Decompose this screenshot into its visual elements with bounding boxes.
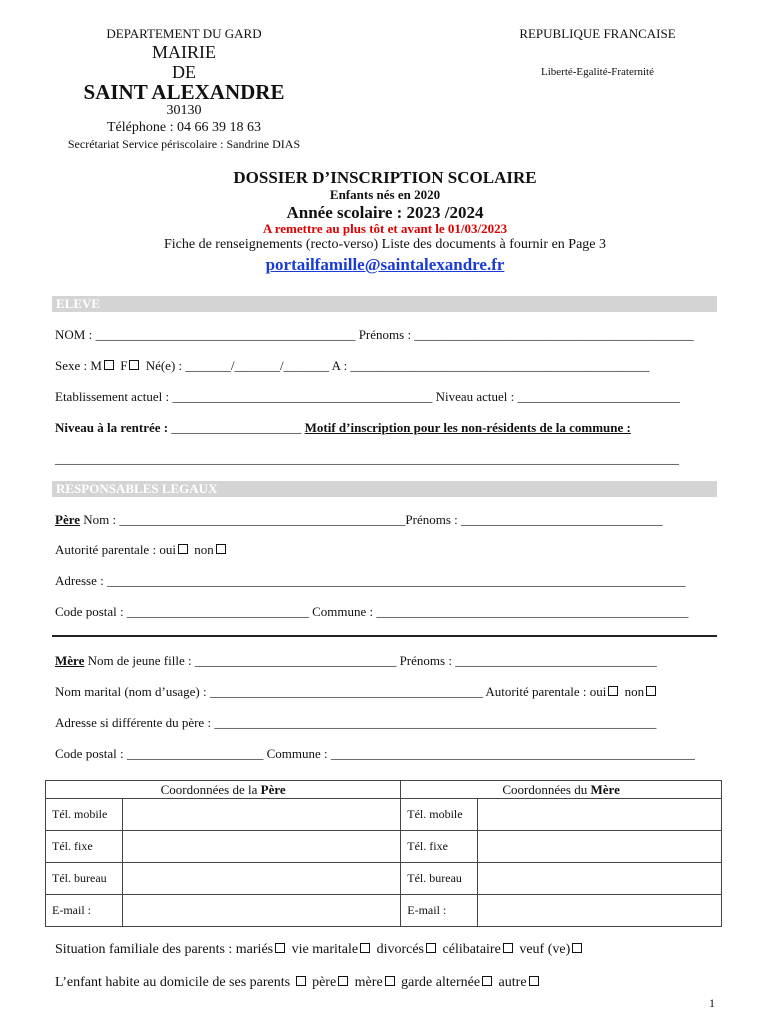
mere-tel-mobile-cell[interactable] [478,799,722,831]
table-row [46,895,722,927]
pere-tel-bureau-cell[interactable] [123,863,401,895]
autre-label: autre [498,975,527,990]
mere-domicile-label: mère [354,975,383,990]
mere-nom-line[interactable] [55,653,657,669]
contact-email-link[interactable]: portailfamille@saintalexandre.fr [265,255,505,274]
checkbox-mere-autorite-oui[interactable] [608,686,618,696]
pere-adresse-line[interactable]: Adresse : _________________________________________________________________________________________ [55,573,686,588]
veuf-label: veuf (ve) [519,942,571,957]
pere-tel-mobile-cell[interactable] [123,799,401,831]
checkbox-veuf[interactable] [572,943,582,953]
page-number: 1 [709,996,715,1010]
nom-field-line[interactable]: NOM : ________________________________________ Prénoms : ___________________________________________ [55,327,694,342]
pere-domicile-label: père [312,975,337,990]
non-label-mere: non [624,684,645,699]
mairie-label: MAIRIE [152,42,216,62]
table-row [46,863,722,895]
checkbox-autre[interactable] [529,976,539,986]
mere-label: Mère [55,653,85,668]
vie-maritale-label: vie maritale [291,942,359,957]
etablissement-field-line[interactable]: Etablissement actuel : ________________________________________ Niveau actuel : _________________________ [55,389,681,404]
motif-blank-line[interactable]: ________________________________________________________________________________________________ [55,451,679,466]
pere-row-label: Tél. fixe [46,831,123,863]
motto-label: Liberté-Egalité-Fraternité [541,66,654,78]
pere-coords-bold: Père [260,781,286,797]
mere-marital-line[interactable] [55,684,659,700]
sexe-field-line[interactable] [55,358,649,374]
phone-number: Téléphone : 04 66 39 18 63 [107,120,261,135]
nom-marital-field[interactable]: Nom marital (nom d’usage) : __________________________________________ Autorité parentale : oui [55,684,607,699]
niveau-rentree-blank[interactable]: ____________________ [168,420,305,435]
garde-alternee-label: garde alternée [401,975,481,990]
domicile-line[interactable] [55,975,542,991]
mere-row-label: Tél. fixe [401,831,478,863]
mere-coords-bold: Mère [590,781,620,797]
pere-cp-line[interactable]: Code postal : ____________________________ Commune : ________________________________________________ [55,604,689,619]
domicile-label: L’enfant habite au domicile de ses parents [55,975,291,990]
pere-coords-header [46,781,401,799]
mere-nom-field[interactable]: Nom de jeune fille : _______________________________ Prénoms : _______________________________ [84,653,657,668]
mere-coords-header [401,781,722,799]
checkbox-pere-autorite-non[interactable] [216,544,226,554]
mere-row-label: E-mail : [401,895,478,927]
pere-email-cell[interactable] [123,895,401,927]
sexe-f-label: F [120,358,128,373]
checkbox-domicile-mere[interactable] [385,976,395,986]
pere-row-label: Tél. bureau [46,863,123,895]
situation-familiale-line[interactable] [55,942,585,958]
document-title: DOSSIER D’INSCRIPTION SCOLAIRE [233,168,537,187]
fiche-description: Fiche de renseignements (recto-verso) Liste des documents à fournir en Page 3 [163,237,607,252]
pere-nom-field[interactable]: Nom : ____________________________________________Prénoms : _______________________________ [80,512,663,527]
mere-row-label: Tél. bureau [401,863,478,895]
mere-coords-prefix: Coordonnées du [502,781,591,797]
table-header-row [46,781,722,799]
deadline-notice: A remettre au plus tôt et avant le 01/03/2023 [262,221,508,236]
coordinates-table [45,780,722,927]
checkbox-mere-autorite-non[interactable] [646,686,656,696]
divorces-label: divorcés [376,942,425,957]
pere-coords-prefix: Coordonnées de la [160,781,261,797]
pere-row-label: Tél. mobile [46,799,123,831]
checkbox-domicile-pere[interactable] [338,976,348,986]
birth-place-line: Né(e) : _______/_______/_______ A : ______________________________________________ [145,358,650,373]
non-label: non [194,542,214,557]
children-year-label: Enfants nés en 2020 [329,187,441,202]
checkbox-domicile-parents[interactable] [296,976,306,986]
republic-label: REPUBLIQUE FRANCAISE [519,26,676,41]
secretariat-label: Secrétariat Service périscolaire : Sandrine DIAS [67,137,301,151]
mere-adresse-line[interactable]: Adresse si différente du père : ____________________________________________________________________ [55,715,657,730]
checkbox-divorces[interactable] [426,943,436,953]
situation-label: Situation familiale des parents : mariés [55,942,274,957]
niveau-rentree-line[interactable] [55,420,631,436]
mere-email-cell[interactable] [478,895,722,927]
mere-tel-fixe-cell[interactable] [478,831,722,863]
town-name: SAINT ALEXANDRE [83,80,285,104]
checkbox-vie-maritale[interactable] [360,943,370,953]
checkbox-celibataire[interactable] [503,943,513,953]
section-responsables: RESPONSABLES LEGAUX [52,481,717,497]
separator-line [52,635,717,637]
checkbox-garde-alternee[interactable] [482,976,492,986]
checkbox-male[interactable] [104,360,114,370]
celibataire-label: célibataire [442,942,501,957]
autorite-label: Autorité parentale : oui [55,542,176,557]
department-label: DEPARTEMENT DU GARD [106,26,262,41]
pere-label: Père [55,512,81,527]
checkbox-pere-autorite-oui[interactable] [178,544,188,554]
school-year: Année scolaire : 2023 /2024 [286,203,484,222]
pere-row-label: E-mail : [46,895,123,927]
sexe-label: Sexe : M [55,358,102,373]
table-row [46,799,722,831]
pere-tel-fixe-cell[interactable] [123,831,401,863]
checkbox-female[interactable] [129,360,139,370]
section-eleve: ELEVE [52,296,717,312]
pere-autorite-line[interactable] [55,542,229,558]
mere-cp-line[interactable]: Code postal : _____________________ Commune : ________________________________________________________ [55,746,695,761]
pere-nom-line[interactable] [55,512,663,528]
de-label: DE [172,62,196,82]
mere-tel-bureau-cell[interactable] [478,863,722,895]
motif-label: Motif d’inscription pour les non-résidents de la commune : [304,420,631,435]
mere-row-label: Tél. mobile [401,799,478,831]
niveau-rentree-label: Niveau à la rentrée : [55,420,169,435]
checkbox-maries[interactable] [275,943,285,953]
zip-code: 30130 [166,103,202,118]
table-row [46,831,722,863]
